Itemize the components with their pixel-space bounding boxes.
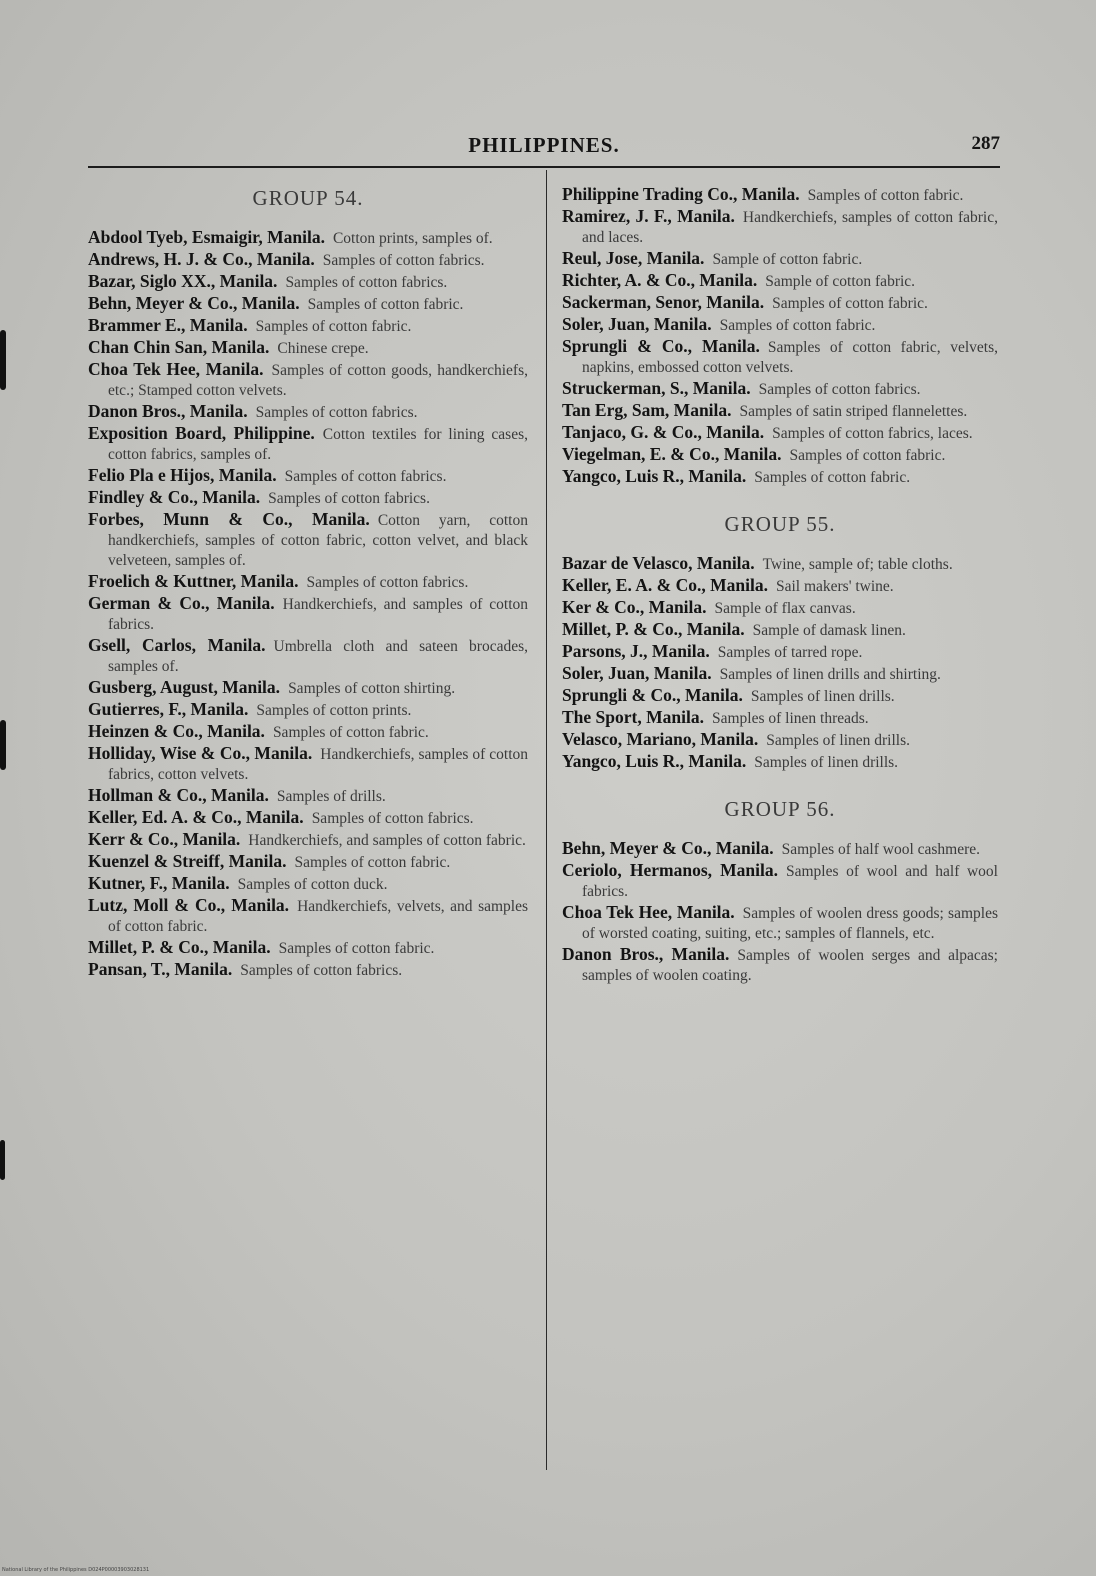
exhibitor-name: Sprungli & Co., Manila. — [562, 336, 760, 356]
exhibitor-name: Brammer E., Manila. — [88, 315, 248, 335]
exhibitor-name: Bazar de Velasco, Manila. — [562, 553, 755, 573]
exhibitor-entry — [88, 895, 528, 937]
exhibitor-entry — [562, 270, 998, 292]
exhibit-description: Samples of woolen dress goods; samples of worsted coating, suiting, etc.; samples of flannels, etc. — [582, 905, 998, 942]
exhibit-description: Sample of cotton fabric. — [712, 251, 863, 268]
exhibitor-name: Yangco, Luis R., Manila. — [562, 751, 747, 771]
exhibitor-name: Sackerman, Senor, Manila. — [562, 292, 765, 312]
exhibitor-name: Struckerman, S., Manila. — [562, 378, 751, 398]
exhibit-description: Samples of satin striped flannelettes. — [739, 403, 968, 420]
exhibit-description: Handkerchiefs, samples of cotton fabric, and laces. — [582, 209, 998, 246]
exhibit-description: Handkerchiefs, and samples of cotton fabric. — [248, 832, 526, 849]
exhibit-description: Samples of cotton fabrics. — [240, 962, 403, 979]
exhibitor-entry — [88, 465, 528, 487]
exhibitor-entry — [88, 401, 528, 423]
exhibit-description: Samples of cotton fabrics. — [758, 381, 921, 398]
exhibit-description: Samples of cotton fabric, velvets, napkins, embossed cotton velvets. — [582, 339, 998, 376]
exhibitor-entry — [562, 444, 998, 466]
left-column — [88, 184, 528, 981]
exhibitor-name: Millet, P. & Co., Manila. — [88, 937, 271, 957]
exhibitor-entry — [88, 677, 528, 699]
exhibit-description: Samples of cotton fabric. — [719, 317, 876, 334]
exhibit-description: Sail makers' twine. — [775, 578, 894, 595]
exhibitor-entry — [88, 721, 528, 743]
exhibit-description: Samples of linen drills. — [766, 732, 911, 749]
exhibitor-entry — [88, 785, 528, 807]
exhibitor-entry — [88, 635, 528, 677]
exhibitor-entry — [562, 707, 998, 729]
exhibitor-entry — [562, 751, 998, 773]
exhibitor-name: Tanjaco, G. & Co., Manila. — [562, 422, 765, 442]
exhibitor-name: Hollman & Co., Manila. — [88, 785, 269, 805]
exhibit-description: Samples of cotton fabrics. — [268, 490, 430, 507]
exhibit-description: Samples of cotton fabrics. — [311, 810, 474, 827]
exhibitor-name: Kuenzel & Streiff, Manila. — [88, 851, 287, 871]
exhibitor-entry — [88, 807, 528, 829]
page-header — [88, 133, 1000, 167]
exhibitor-entry — [88, 851, 528, 873]
exhibitor-name: Felio Pla e Hijos, Manila. — [88, 465, 277, 485]
exhibitor-name: Choa Tek Hee, Manila. — [88, 359, 264, 379]
exhibitor-entry — [88, 829, 528, 851]
exhibit-description: Cotton prints, samples of. — [332, 230, 493, 247]
exhibitor-name: Andrews, H. J. & Co., Manila. — [88, 249, 315, 269]
exhibitor-entry — [562, 641, 998, 663]
right-column — [562, 184, 998, 986]
exhibit-description: Samples of linen drills. — [754, 754, 899, 771]
exhibitor-name: Tan Erg, Sam, Manila. — [562, 400, 732, 420]
exhibitor-name: Keller, E. A. & Co., Manila. — [562, 575, 768, 595]
exhibitor-name: Danon Bros., Manila. — [562, 944, 730, 964]
exhibit-description: Samples of cotton fabrics. — [322, 252, 485, 269]
exhibitor-entry — [562, 575, 998, 597]
exhibit-description: Umbrella cloth and sateen brocades, samples of. — [108, 638, 528, 675]
exhibitor-entry — [562, 729, 998, 751]
exhibitor-entry — [562, 466, 998, 488]
exhibitor-entry — [562, 422, 998, 444]
exhibitor-entry — [562, 619, 998, 641]
exhibitor-entry — [562, 336, 998, 378]
exhibit-description: Samples of cotton fabrics. — [284, 468, 447, 485]
exhibitor-entry — [88, 423, 528, 465]
page-blemish — [0, 330, 6, 390]
exhibitor-entry — [88, 571, 528, 593]
exhibit-description: Samples of cotton fabrics. — [255, 404, 418, 421]
exhibitor-name: Exposition Board, Philippine. — [88, 423, 315, 443]
exhibitor-name: The Sport, Manila. — [562, 707, 704, 727]
exhibitor-entry — [88, 271, 528, 293]
exhibitor-name: Yangco, Luis R., Manila. — [562, 466, 747, 486]
exhibit-description: Handkerchiefs, velvets, and samples of cotton fabric. — [108, 898, 528, 935]
exhibitor-name: Lutz, Moll & Co., Manila. — [88, 895, 290, 915]
exhibitor-entry — [562, 860, 998, 902]
exhibitor-entry — [88, 743, 528, 785]
exhibitor-name: Danon Bros., Manila. — [88, 401, 248, 421]
exhibitor-name: Ramirez, J. F., Manila. — [562, 206, 735, 226]
exhibit-description: Cotton textiles for lining cases, cotton fabrics, samples of. — [108, 426, 528, 463]
exhibitor-entry — [562, 597, 998, 619]
exhibit-description: Cotton yarn, cotton handkerchiefs, samples of cotton fabric, cotton velvet, and black velveteen, samples of. — [108, 512, 528, 569]
group-heading: GROUP 56. — [724, 797, 836, 821]
exhibit-description: Samples of cotton fabrics, laces. — [772, 425, 973, 442]
exhibitor-entry — [562, 902, 998, 944]
exhibitor-entry — [562, 248, 998, 270]
footer-credit: National Library of the Philippines D024P00003903028131 — [2, 1567, 150, 1573]
exhibit-description: Chinese crepe. — [277, 340, 369, 357]
exhibitor-name: Gusberg, August, Manila. — [88, 677, 281, 697]
exhibit-description: Samples of cotton shirting. — [288, 680, 456, 697]
exhibitor-entry — [88, 593, 528, 635]
exhibitor-name: Gutierres, F., Manila. — [88, 699, 249, 719]
exhibitor-entry — [88, 315, 528, 337]
exhibitor-entry — [562, 184, 998, 206]
exhibit-description: Sample of cotton fabric. — [765, 273, 916, 290]
exhibit-description: Handkerchiefs, samples of cotton fabrics, cotton velvets. — [108, 746, 529, 783]
group-section — [562, 510, 998, 773]
exhibitor-name: Behn, Meyer & Co., Manila. — [562, 838, 774, 858]
exhibit-description: Handkerchiefs, and samples of cotton fabrics. — [108, 596, 529, 633]
exhibitor-name: Ceriolo, Hermanos, Manila. — [562, 860, 778, 880]
exhibit-description: Samples of cotton fabric. — [754, 469, 911, 486]
exhibitor-name: Kutner, F., Manila. — [88, 873, 230, 893]
exhibitor-name: Soler, Juan, Manila. — [562, 314, 712, 334]
exhibit-description: Sample of damask linen. — [752, 622, 906, 639]
exhibitor-name: Bazar, Siglo XX., Manila. — [88, 271, 278, 291]
exhibitor-entry — [562, 314, 998, 336]
page-number: 287 — [971, 133, 1000, 154]
exhibitor-name: Forbes, Munn & Co., Manila. — [88, 509, 370, 529]
exhibitor-name: Froelich & Kuttner, Manila. — [88, 571, 299, 591]
exhibit-description: Samples of cotton duck. — [237, 876, 388, 893]
page-blemish — [0, 1140, 5, 1180]
exhibit-description: Twine, sample of; table cloths. — [762, 556, 953, 573]
exhibitor-entry — [88, 293, 528, 315]
exhibitor-entry — [88, 699, 528, 721]
exhibitor-entry — [88, 959, 528, 981]
exhibitor-entry — [562, 944, 998, 986]
exhibitor-name: Viegelman, E. & Co., Manila. — [562, 444, 782, 464]
exhibitor-entry — [88, 227, 528, 249]
exhibitor-entry — [562, 685, 998, 707]
exhibitor-entry — [88, 937, 528, 959]
exhibitor-name: Kerr & Co., Manila. — [88, 829, 241, 849]
column-divider — [546, 170, 547, 1470]
exhibitor-entry — [88, 509, 528, 571]
exhibit-description: Samples of cotton fabrics. — [306, 574, 469, 591]
exhibitor-entry — [562, 838, 998, 860]
exhibit-description: Samples of half wool cashmere. — [781, 841, 981, 858]
exhibitor-entry — [562, 400, 998, 422]
exhibitor-entry — [88, 873, 528, 895]
exhibit-description: Samples of cotton fabric. — [807, 187, 964, 204]
exhibitor-entry — [562, 378, 998, 400]
exhibit-description: Samples of cotton fabric. — [307, 296, 464, 313]
exhibitor-entry — [562, 553, 998, 575]
exhibitor-name: Abdool Tyeb, Esmaigir, Manila. — [88, 227, 325, 247]
exhibit-description: Samples of cotton fabric. — [272, 724, 429, 741]
page-title: PHILIPPINES. — [468, 133, 620, 157]
exhibitor-name: Choa Tek Hee, Manila. — [562, 902, 735, 922]
exhibit-description: Samples of linen threads. — [711, 710, 869, 727]
exhibitor-name: Keller, Ed. A. & Co., Manila. — [88, 807, 304, 827]
exhibitor-name: Chan Chin San, Manila. — [88, 337, 270, 357]
exhibit-description: Samples of cotton fabric. — [789, 447, 946, 464]
exhibit-description: Samples of wool and half wool fabrics. — [582, 863, 998, 900]
exhibitor-name: Ker & Co., Manila. — [562, 597, 707, 617]
exhibitor-entry — [88, 487, 528, 509]
exhibitor-name: Gsell, Carlos, Manila. — [88, 635, 266, 655]
exhibitor-name: Richter, A. & Co., Manila. — [562, 270, 758, 290]
exhibitor-name: Heinzen & Co., Manila. — [88, 721, 265, 741]
exhibitor-name: Velasco, Mariano, Manila. — [562, 729, 759, 749]
exhibit-description: Samples of cotton fabric. — [255, 318, 412, 335]
exhibitor-name: Holliday, Wise & Co., Manila. — [88, 743, 313, 763]
exhibitor-entry — [88, 359, 528, 401]
exhibit-description: Samples of cotton fabric. — [772, 295, 928, 312]
exhibit-description: Samples of cotton fabrics. — [285, 274, 448, 291]
exhibitor-entry — [562, 292, 998, 314]
exhibitor-name: Reul, Jose, Manila. — [562, 248, 705, 268]
exhibitor-entry — [88, 249, 528, 271]
exhibit-description: Samples of linen drills and shirting. — [719, 666, 941, 683]
exhibit-description: Samples of linen drills. — [750, 688, 895, 705]
group-section — [562, 795, 998, 986]
exhibit-description: Samples of cotton goods, handkerchiefs, etc.; Stamped cotton velvets. — [108, 362, 528, 399]
exhibit-description: Samples of cotton prints. — [256, 702, 412, 719]
group-heading: GROUP 55. — [724, 512, 836, 536]
exhibitor-name: Soler, Juan, Manila. — [562, 663, 712, 683]
header-rule — [88, 166, 1000, 168]
exhibit-description: Samples of cotton fabric. — [294, 854, 451, 871]
exhibit-description: Samples of cotton fabric. — [278, 940, 435, 957]
exhibitor-entry — [88, 337, 528, 359]
exhibit-description: Samples of woolen serges and alpacas; samples of woolen coating. — [582, 947, 998, 984]
exhibitor-name: German & Co., Manila. — [88, 593, 275, 613]
exhibitor-name: Sprungli & Co., Manila. — [562, 685, 743, 705]
exhibit-description: Samples of tarred rope. — [717, 644, 863, 661]
exhibitor-name: Philippine Trading Co., Manila. — [562, 184, 800, 204]
exhibitor-name: Millet, P. & Co., Manila. — [562, 619, 745, 639]
group-section — [88, 184, 528, 981]
exhibitor-name: Parsons, J., Manila. — [562, 641, 710, 661]
page-blemish — [0, 720, 6, 770]
group-section — [562, 184, 998, 488]
exhibitor-entry — [562, 663, 998, 685]
exhibit-description: Sample of flax canvas. — [714, 600, 856, 617]
group-heading: GROUP 54. — [252, 186, 364, 210]
exhibitor-entry — [562, 206, 998, 248]
exhibitor-name: Behn, Meyer & Co., Manila. — [88, 293, 300, 313]
exhibitor-name: Findley & Co., Manila. — [88, 487, 261, 507]
exhibit-description: Samples of drills. — [276, 788, 386, 805]
exhibitor-name: Pansan, T., Manila. — [88, 959, 233, 979]
